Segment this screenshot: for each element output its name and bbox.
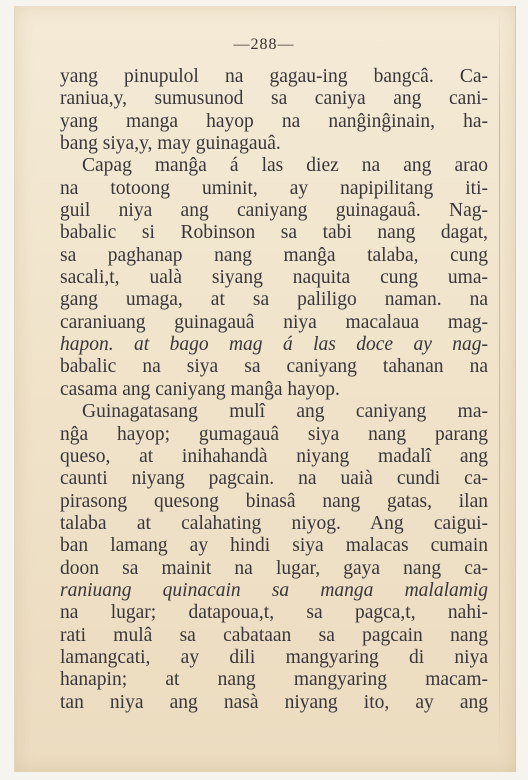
text-line-25: na lugar; datapoua,t, sa pagca,t, nahi- xyxy=(60,602,488,624)
text-line-1: yang pinupulol na gagau-ing bangcâ. Ca- xyxy=(60,66,488,87)
text-line-5: Capag manĝa á las diez na ang arao xyxy=(82,155,488,177)
page-number: —288— xyxy=(233,36,295,53)
page-edge-shadow xyxy=(499,10,500,750)
text-line-8: babalic si Robinson sa tabi nang dagat, xyxy=(60,222,488,244)
text-line-20: pirasong quesong binasâ nang gatas, ilan xyxy=(60,490,488,512)
text-line-22: ban lamang ay hindi siya malacas cumain xyxy=(60,535,488,557)
text-line-3: yang manga hayop na nanĝinĝinain, ha- xyxy=(60,110,488,132)
text-line-15: casama ang caniyang manĝa hayop. xyxy=(60,378,340,400)
text-line-28: hanapin; at nang mangyaring macam- xyxy=(60,669,488,691)
text-line-14: babalic na siya sa caniyang tahanan na xyxy=(60,356,488,378)
text-line-29: tan niya ang nasà niyang ito, ay ang xyxy=(60,691,488,713)
text-line-16: Guinagatasang mulî ang caniyang ma- xyxy=(82,401,488,423)
text-line-13: hapon. at bago mag á las doce ay nag- xyxy=(60,334,488,356)
text-line-26: rati mulâ sa cabataan sa pagcain nang xyxy=(60,624,488,646)
text-line-2: raniua,y, sumusunod sa caniya ang cani- xyxy=(60,88,488,110)
text-line-11: gang umaga, at sa paliligo naman. na xyxy=(60,289,488,311)
text-line-7: guil niya ang caniyang guinagauâ. Nag- xyxy=(60,200,488,222)
body-text xyxy=(60,66,488,714)
text-line-23: doon sa mainit na lugar, gaya nang ca- xyxy=(60,557,488,579)
text-line-27: lamangcati, ay dili mangyaring di niya xyxy=(60,646,488,668)
text-line-6: na totoong uminit, ay napipilitang iti- xyxy=(60,177,488,199)
text-line-17: nĝa hayop; gumagauâ siya nang parang xyxy=(60,423,488,445)
text-line-19: caunti niyang pagcain. na uaià cundi ca- xyxy=(60,468,488,490)
text-line-4: bang siya,y, may guinagauâ. xyxy=(60,133,281,155)
text-line-9: sa paghanap nang manĝa talaba, cung xyxy=(60,244,488,266)
text-line-12: caraniuang guinagauâ niya macalaua mag- xyxy=(60,311,488,333)
text-line-21: talaba at calahating niyog. Ang caigui- xyxy=(60,512,488,534)
text-line-24: raniuang quinacain sa manga malalamig xyxy=(60,579,488,601)
text-line-10: sacali,t, ualà siyang naquita cung uma- xyxy=(60,267,488,289)
text-line-18: queso, at inihahandà niyang madalî ang xyxy=(60,445,488,467)
